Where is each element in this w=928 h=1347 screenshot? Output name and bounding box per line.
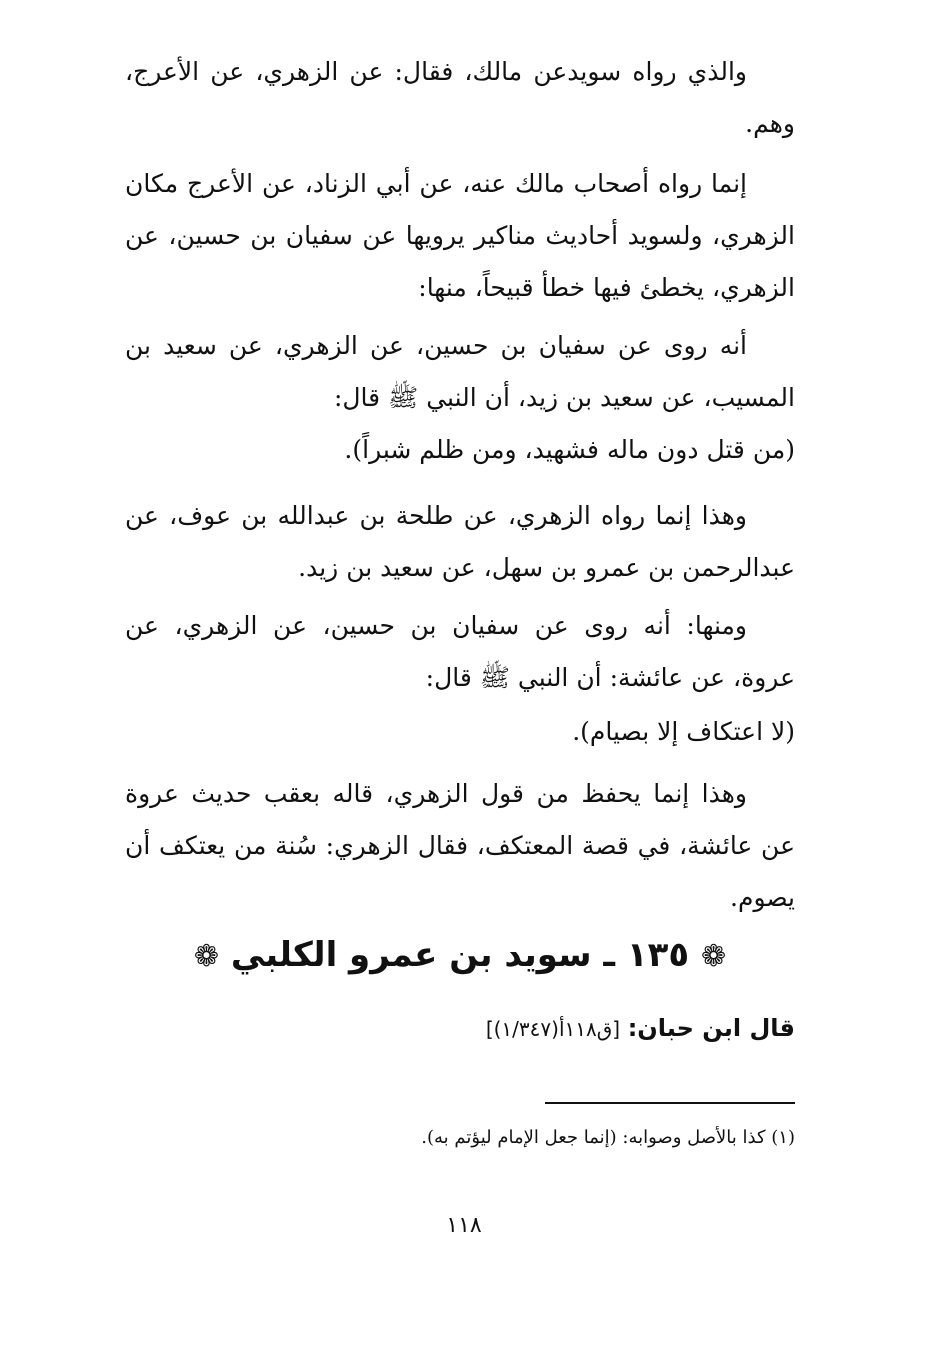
page-number: ١١٨ [446, 1213, 482, 1238]
footnote-divider [545, 1102, 795, 1104]
attribution-label: قال ابن حبان: [627, 1014, 795, 1042]
manuscript-reference: [ق١١٨أ(١/٣٤٧)] [485, 1017, 621, 1041]
paragraph-1: والذي رواه سويدعن مالك، فقال: عن الزهري، عن الأعرج، وهم. [125, 57, 795, 138]
heading-ornament-left-icon: ❁ [193, 939, 220, 974]
quote-attribution [125, 1005, 795, 1052]
heading-title: ١٣٥ ـ سويد بن عمرو الكلبي [230, 935, 690, 975]
hadith-quote-1: (من قتل دون ماله فشهيد، ومن ظلم شبراً). [344, 435, 795, 464]
paragraph-6: وهذا إنما يحفظ من قول الزهري، قاله بعقب حديث عروة عن عائشة، في قصة المعتكف، فقال الزهري: سُنة من يعتكف أن يصوم. [125, 779, 795, 912]
paragraph-5: ومنها: أنه روى عن سفيان بن حسين، عن الزهري، عن عروة، عن عائشة: أن النبي ﷺ قال: [125, 611, 795, 692]
heading-ornament-right-icon: ❁ [700, 939, 727, 974]
hadith-quote-2: (لا اعتكاف إلا بصيام). [572, 717, 795, 746]
paragraph-4: وهذا إنما رواه الزهري، عن طلحة بن عبدالله بن عوف، عن عبدالرحمن بن عمرو بن سهل، عن سعيد بن زيد. [125, 501, 795, 582]
paragraph-2: إنما رواه أصحاب مالك عنه، عن أبي الزناد، عن الأعرج مكان الزهري، ولسويد أحاديث مناكير يرويها عن سفيان بن حسين، عن الزهري، يخطئ فيها خطأ قبيحاً، منها: [125, 169, 795, 302]
section-heading [125, 925, 795, 987]
footnote: (١) كذا بالأصل وصوابه: (إنما جعل الإمام ليؤتم به). [421, 1127, 795, 1148]
paragraph-3: أنه روى عن سفيان بن حسين، عن الزهري، عن سعيد بن المسيب، عن سعيد بن زيد، أن النبي ﷺ قال: [125, 331, 795, 412]
